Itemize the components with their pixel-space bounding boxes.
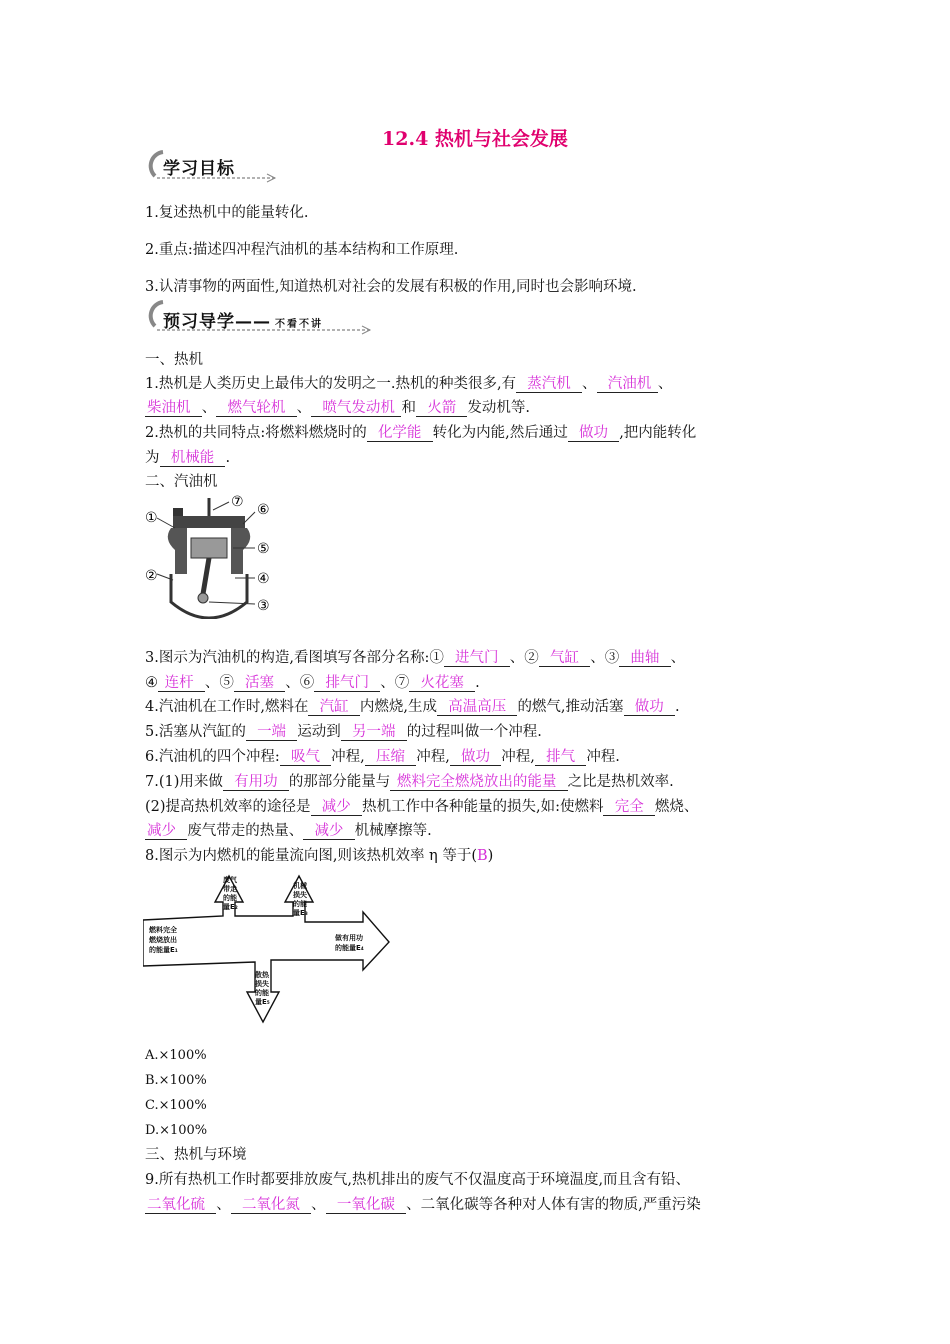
objective-1: 1.复述热机中的能量转化.: [145, 205, 309, 221]
question-9-line-1: 9.所有热机工作时都要排放废气,热机排出的废气不仅温度高于环境温度,而且含有铅、: [145, 1172, 691, 1188]
engine-label-1: ①: [145, 510, 158, 526]
flow-input-line-1: 燃料完全: [149, 926, 177, 934]
banner-label: 学习目标: [163, 159, 235, 179]
flow-exhaust-line-3: 的能: [223, 894, 237, 902]
question-6: 6.汽油机的四个冲程: 吸气 冲程, 压缩 冲程, 做功 冲程, 排气 冲程.: [145, 749, 620, 765]
question-2-line-2: 为 机械能 .: [145, 450, 231, 466]
flow-heat-line-4: 量E₅: [255, 998, 270, 1006]
flow-mech-line-3: 的能: [293, 900, 307, 908]
question-3-line-2: ④ 连杆 、⑤ 活塞 、⑥ 排气门 、⑦ 火花塞 .: [145, 675, 480, 691]
objective-2: 2.重点:描述四冲程汽油机的基本结构和工作原理.: [145, 242, 459, 258]
engine-label-5: ⑤: [257, 541, 270, 557]
section-heading-1: 一、热机: [145, 352, 203, 368]
flow-exhaust-line-4: 量E₂: [223, 903, 238, 911]
flow-input-line-3: 的能量E₁: [149, 946, 178, 954]
engine-label-3: ③: [257, 598, 270, 614]
option-d: D.×100%: [145, 1123, 208, 1138]
flow-heat-line-3: 的能: [255, 989, 269, 997]
flow-useful-line-1: 做有用功: [335, 934, 363, 942]
banner-label: 预习导学——: [163, 312, 271, 332]
question-7-part-2-line-1: (2)提高热机效率的途径是 减少 热机工作中各种能量的损失,如:使燃料 完全 燃烧、: [145, 799, 699, 815]
banner-sublabel: 不看不讲: [275, 319, 323, 330]
flow-mech-line-2: 损失: [293, 891, 307, 899]
question-7-part-1: 7.(1)用来做 有用功 的那部分能量与 燃料完全燃烧放出的能量 之比是热机效率.: [145, 774, 674, 790]
objective-3: 3.认清事物的两面性,知道热机对社会的发展有积极的作用,同时也会影响环境.: [145, 279, 637, 295]
engine-label-4: ④: [257, 571, 270, 587]
section-banner-preview: [145, 298, 375, 336]
page-title: 12.4 热机与社会发展: [382, 128, 568, 150]
flow-input-line-2: 燃烧放出: [149, 936, 177, 944]
option-a: A.×100%: [145, 1048, 207, 1063]
question-1-line-2: 柴油机 、 燃气轮机 、 喷气发动机 和 火箭 发动机等.: [147, 400, 531, 416]
question-1-line-1: 1.热机是人类历史上最伟大的发明之一.热机的种类很多,有 蒸汽机 、 汽油机 、: [145, 376, 673, 392]
energy-flow-diagram: [143, 872, 393, 1027]
option-c: C.×100%: [145, 1098, 207, 1113]
flow-useful-line-2: 的能量E₄: [335, 944, 364, 952]
option-b: B.×100%: [145, 1073, 207, 1088]
flow-exhaust-line-1: 废气: [223, 876, 237, 884]
flow-heat-line-2: 损失: [255, 980, 269, 988]
flow-mech-line-1: 机械: [293, 882, 307, 890]
engine-label-7: ⑦: [231, 494, 244, 510]
flow-mech-line-4: 量E₃: [293, 909, 308, 917]
engine-label-2: ②: [145, 568, 158, 584]
question-7-part-2-line-2: 减少 废气带走的热量、 减少 机械摩擦等.: [147, 823, 432, 839]
engine-diagram: [143, 494, 283, 619]
question-5: 5.活塞从汽缸的 一端 运动到 另一端 的过程叫做一个冲程.: [145, 724, 542, 740]
question-8: 8.图示为内燃机的能量流向图,则该热机效率 η 等于(B): [145, 848, 494, 864]
answer-choice: B: [477, 848, 488, 864]
question-3-line-1: 3.图示为汽油机的构造,看图填写各部分名称:① 进气门 、② 气缸 、③ 曲轴 、: [145, 650, 686, 666]
engine-label-6: ⑥: [257, 502, 270, 518]
question-9-line-2: 二氧化硫 、 二氧化氮 、 一氧化碳 、二氧化碳等各种对人体有害的物质,严重污染: [147, 1197, 701, 1213]
flow-exhaust-line-2: 带走: [223, 885, 237, 893]
flow-heat-line-1: 散热: [255, 971, 269, 979]
question-4: 4.汽油机在工作时,燃料在 汽缸 内燃烧,生成 高温高压 的燃气,推动活塞 做功 .: [145, 699, 680, 715]
section-heading-3: 三、热机与环境: [145, 1147, 247, 1163]
section-heading-2: 二、汽油机: [145, 474, 218, 490]
question-2-line-1: 2.热机的共同特点:将燃料燃烧时的 化学能 转化为内能,然后通过 做功 ,把内能转化: [145, 425, 697, 441]
section-banner-objectives: [145, 148, 280, 186]
